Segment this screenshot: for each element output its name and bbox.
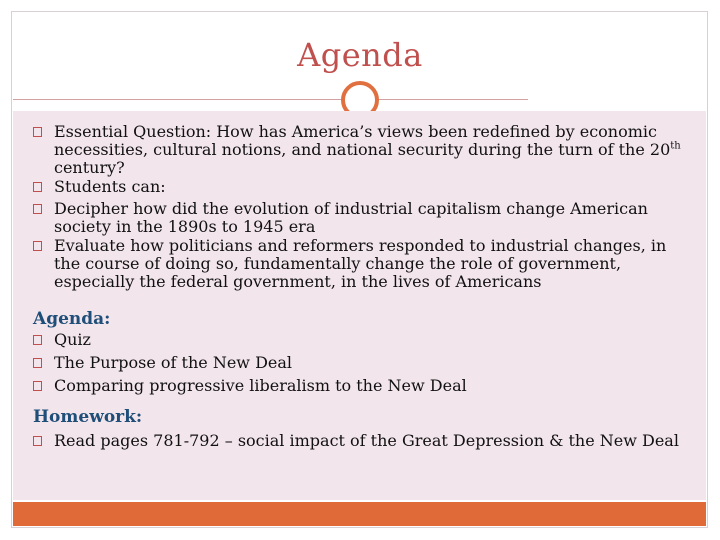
square-bullet-icon	[33, 331, 49, 350]
list-item	[13, 237, 706, 291]
list-item	[13, 331, 706, 349]
homework-heading: Homework:	[33, 407, 143, 427]
agenda-list	[13, 331, 706, 395]
content-panel	[13, 111, 706, 500]
homework-item-reading: Read pages 781-792 – social impact of the Great Depression & the New Deal	[54, 431, 679, 450]
list-item	[13, 432, 706, 450]
list-item	[13, 377, 706, 395]
list-item	[13, 123, 706, 177]
ordinal-suffix: th	[670, 140, 681, 152]
footer-accent-bar	[13, 502, 706, 526]
objective-2-text: Evaluate how politicians and reformers responded to industrial changes, in the course of doing so, fundamentally change the role of government, especially the federal government, in the lives of Americans	[54, 236, 667, 291]
essential-question-tail: century?	[54, 158, 125, 177]
list-item	[13, 354, 706, 372]
square-bullet-icon	[33, 200, 49, 219]
essential-question-text: Essential Question: How has America’s views been redefined by economic necessities, cultural notions, and national security during the turn of the 20	[54, 122, 671, 159]
slide-title: Agenda	[297, 36, 423, 74]
agenda-item-comparing: Comparing progressive liberalism to the New Deal	[54, 376, 467, 395]
square-bullet-icon	[33, 354, 49, 373]
square-bullet-icon	[33, 237, 49, 256]
list-item	[13, 200, 706, 236]
students-can-text: Students can:	[54, 177, 166, 196]
title-divider-right	[378, 99, 528, 100]
square-bullet-icon	[33, 377, 49, 396]
agenda-item-new-deal: The Purpose of the New Deal	[54, 353, 293, 372]
square-bullet-icon	[33, 123, 49, 142]
square-bullet-icon	[33, 432, 49, 451]
homework-list	[13, 432, 706, 450]
agenda-heading: Agenda:	[33, 309, 111, 329]
essential-list	[13, 123, 706, 291]
agenda-item-quiz: Quiz	[54, 330, 91, 349]
objective-1-text: Decipher how did the evolution of industrial capitalism change American society in the 1890s to 1945 era	[54, 199, 648, 236]
list-item	[13, 178, 706, 196]
square-bullet-icon	[33, 178, 49, 197]
title-divider-left	[13, 99, 343, 100]
